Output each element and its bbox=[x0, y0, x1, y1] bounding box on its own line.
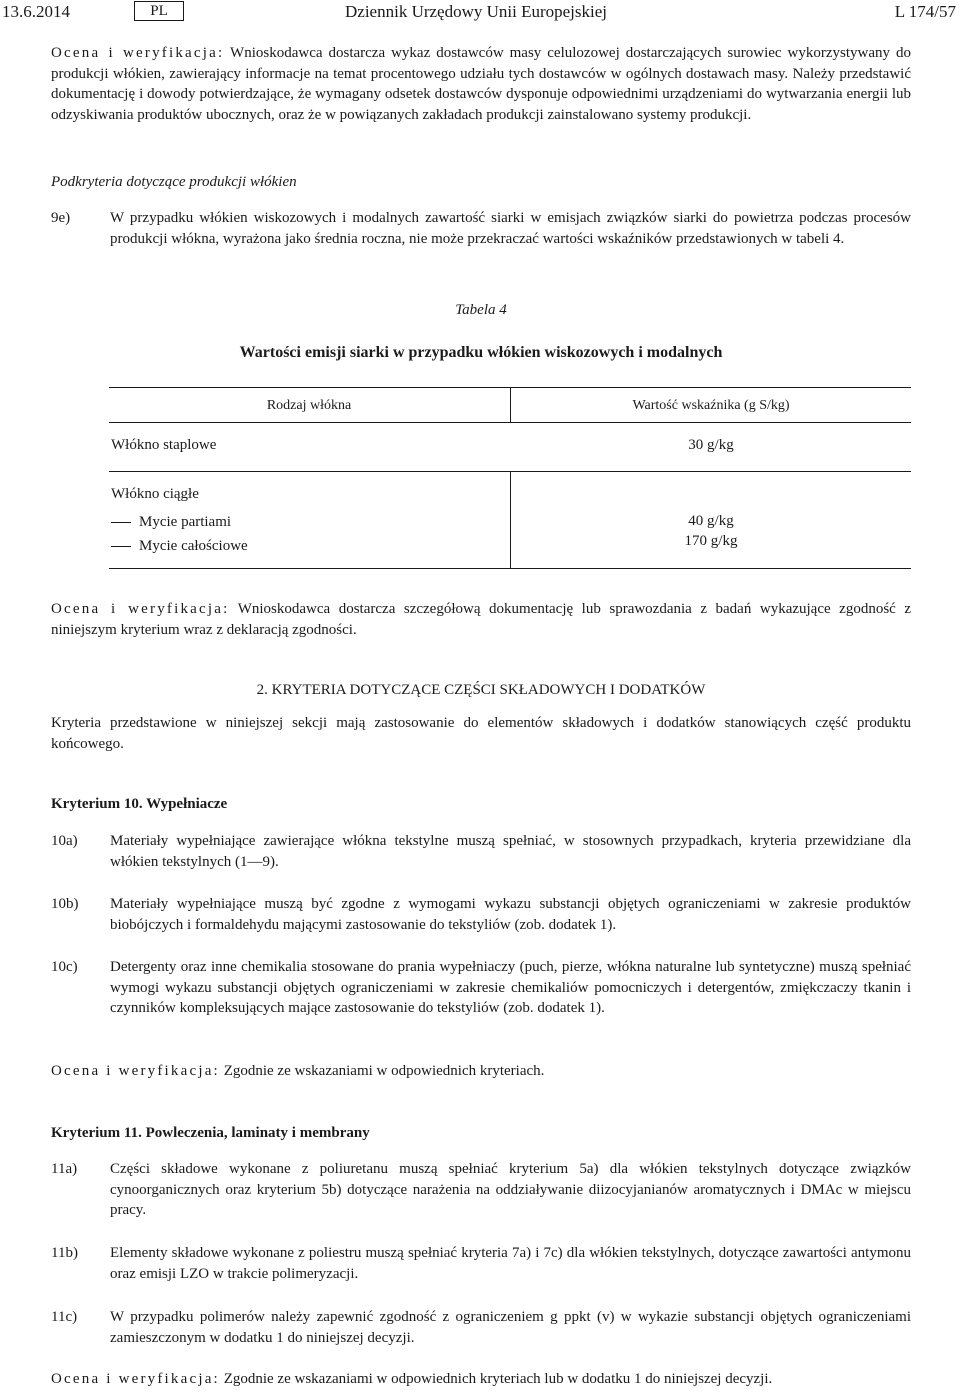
item-number-10c: 10c) bbox=[51, 959, 78, 975]
assessment-label: Ocena i weryfikacja: bbox=[51, 45, 225, 61]
assessment-paragraph-3 bbox=[51, 1061, 911, 1082]
section-intro: Kryteria przedstawione w niniejszej sekcji mają zastosowanie do elementów składowych i dodatków stanowiących część produktu końcowego. bbox=[51, 715, 911, 752]
publication-date: 13.6.2014 bbox=[2, 2, 70, 21]
item-number-11c: 11c) bbox=[51, 1309, 78, 1325]
row-sublabel-batch-washing bbox=[111, 512, 231, 533]
criterion-title: Powleczenia, laminaty i membrany bbox=[141, 1125, 370, 1141]
table-rule-header bbox=[109, 422, 911, 423]
page-reference: L 174/57 bbox=[894, 2, 956, 21]
language-badge: PL bbox=[134, 1, 184, 21]
assessment-paragraph-1 bbox=[51, 43, 911, 125]
dash-icon bbox=[111, 522, 131, 523]
emission-table bbox=[109, 387, 911, 569]
item-text-10b: Materiały wypełniające muszą być zgodne z wymogami wykazu substancji objętych ograniczeniami w zakresie produktów biobójczych i formaldehydu mającymi zastosowanie do tekstyliów (zob. dodatek 1). bbox=[110, 896, 911, 933]
page-header bbox=[0, 0, 960, 22]
row-value-integrated-washing: 170 g/kg bbox=[684, 533, 738, 549]
item-number-9e: 9e) bbox=[51, 210, 71, 226]
assessment-label: Ocena i weryfikacja: bbox=[51, 601, 230, 617]
row-label-staple-fibre: Włókno staplowe bbox=[111, 437, 217, 453]
assessment-text: Wnioskodawca dostarcza szczegółową dokumentację lub sprawozdania z badań wykazujące zgodność z niniejszym kryterium wraz z deklaracją zgodności. bbox=[51, 601, 911, 638]
assessment-label: Ocena i weryfikacja: bbox=[51, 1371, 220, 1387]
row-label-filament-fibre: Włókno ciągłe bbox=[111, 486, 199, 502]
item-text-10c: Detergenty oraz inne chemikalia stosowane do prania wypełniaczy (puch, pierze, włókna naturalne lub syntetyczne) muszą spełniać wymogi wykazu substancji objętych ograniczeniami w zakresie chemikaliów pomocniczych i detergentów, zmiękczaczy tkanin i czynników kompleksujących mające zastosowanie do tekstyliów (zob. dodatek 1). bbox=[110, 959, 911, 1016]
row-value-batch-washing: 40 g/kg bbox=[688, 513, 734, 529]
criterion-prefix: Kryterium 11. bbox=[51, 1125, 142, 1141]
item-number-11a: 11a) bbox=[51, 1161, 78, 1177]
subcriteria-heading: Podkryteria dotyczące produkcji włókien bbox=[51, 174, 297, 190]
table-caption: Tabela 4 bbox=[455, 302, 507, 318]
assessment-paragraph-2 bbox=[51, 599, 911, 640]
table-title: Wartości emisji siarki w przypadku włókien wiskozowych i modalnych bbox=[239, 344, 723, 361]
item-number-11b: 11b) bbox=[51, 1245, 78, 1261]
row-sublabel-integrated-washing bbox=[111, 536, 248, 557]
item-number-10a: 10a) bbox=[51, 833, 78, 849]
assessment-label: Ocena i weryfikacja: bbox=[51, 1063, 220, 1079]
row-value-staple-fibre: 30 g/kg bbox=[688, 437, 734, 453]
batch-washing-label: Mycie partiami bbox=[139, 514, 232, 530]
criterion-10-heading bbox=[51, 794, 911, 815]
section-heading: 2. KRYTERIA DOTYCZĄCE CZĘŚCI SKŁADOWYCH I DODATKÓW bbox=[256, 682, 706, 698]
item-text-11b: Elementy składowe wykonane z poliestru muszą spełniać kryteria 7a) i 7c) dla włókien tekstylnych, dotyczące zawartości antymonu oraz emisji LZO w trakcie polimeryzacji. bbox=[110, 1245, 911, 1282]
integrated-washing-label: Mycie całościowe bbox=[139, 538, 248, 554]
assessment-text: Zgodnie ze wskazaniami w odpowiednich kryteriach lub w dodatku 1 do niniejszej decyzji. bbox=[219, 1371, 773, 1387]
item-number-10b: 10b) bbox=[51, 896, 79, 912]
assessment-text: Zgodnie ze wskazaniami w odpowiednich kryteriach. bbox=[219, 1063, 545, 1079]
item-text-10a: Materiały wypełniające zawierające włókna tekstylne muszą spełniać, w stosownych przypadkach, kryteria przewidziane dla włókien tekstylnych (1—9). bbox=[110, 833, 911, 870]
table-rule-bottom bbox=[109, 568, 911, 569]
column-header-indicator-value: Wartość wskaźnika (g S/kg) bbox=[632, 398, 790, 413]
assessment-text: Wnioskodawca dostarcza wykaz dostawców masy celulozowej dostarczających surowiec wykorzystywany do produkcji włókien, zawierający informacje na temat procentowego udziału tych dostawców w ogólnych dostawach masy. Należy przedstawić dokumentację i dowody potwierdzające, że wymagany odsetek dostawców dysponuje odpowiednimi urządzeniami do wytwarzania energii lub odzyskiwania produktów ubocznych, oraz że w powiązanych zakładach produkcji zainstalowano systemy produkcji. bbox=[51, 45, 911, 123]
journal-title: Dziennik Urzędowy Unii Europejskiej bbox=[345, 2, 608, 21]
dash-icon bbox=[111, 546, 131, 547]
criterion-title: Wypełniacze bbox=[142, 796, 228, 812]
assessment-paragraph-4 bbox=[51, 1369, 911, 1390]
criterion-11-heading bbox=[51, 1123, 911, 1144]
item-text-11c: W przypadku polimerów należy zapewnić zgodność z ograniczeniem g ppkt (v) w wykazie substancji objętych ograniczeniami zamieszczonym w dodatku 1 do niniejszej decyzji. bbox=[110, 1309, 911, 1346]
item-text-11a: Części składowe wykonane z poliuretanu muszą spełniać kryterium 5a) dla włókien tekstylnych dotyczące związków cynoorganicznych oraz kryterium 5b) dotyczące narażenia na oddziaływanie diizocyjanianów aromatycznych i DMAc w miejscu pracy. bbox=[110, 1161, 911, 1218]
column-header-fiber-type: Rodzaj włókna bbox=[266, 398, 352, 413]
item-text-9e: W przypadku włókien wiskozowych i modalnych zawartość siarki w emisjach związków siarki do powietrza podczas procesów produkcji włókna, wyrażona jako średnia roczna, nie może przekraczać wartości wskaźników przedstawionych w tabeli 4. bbox=[110, 210, 911, 247]
criterion-prefix: Kryterium 10. bbox=[51, 796, 143, 812]
